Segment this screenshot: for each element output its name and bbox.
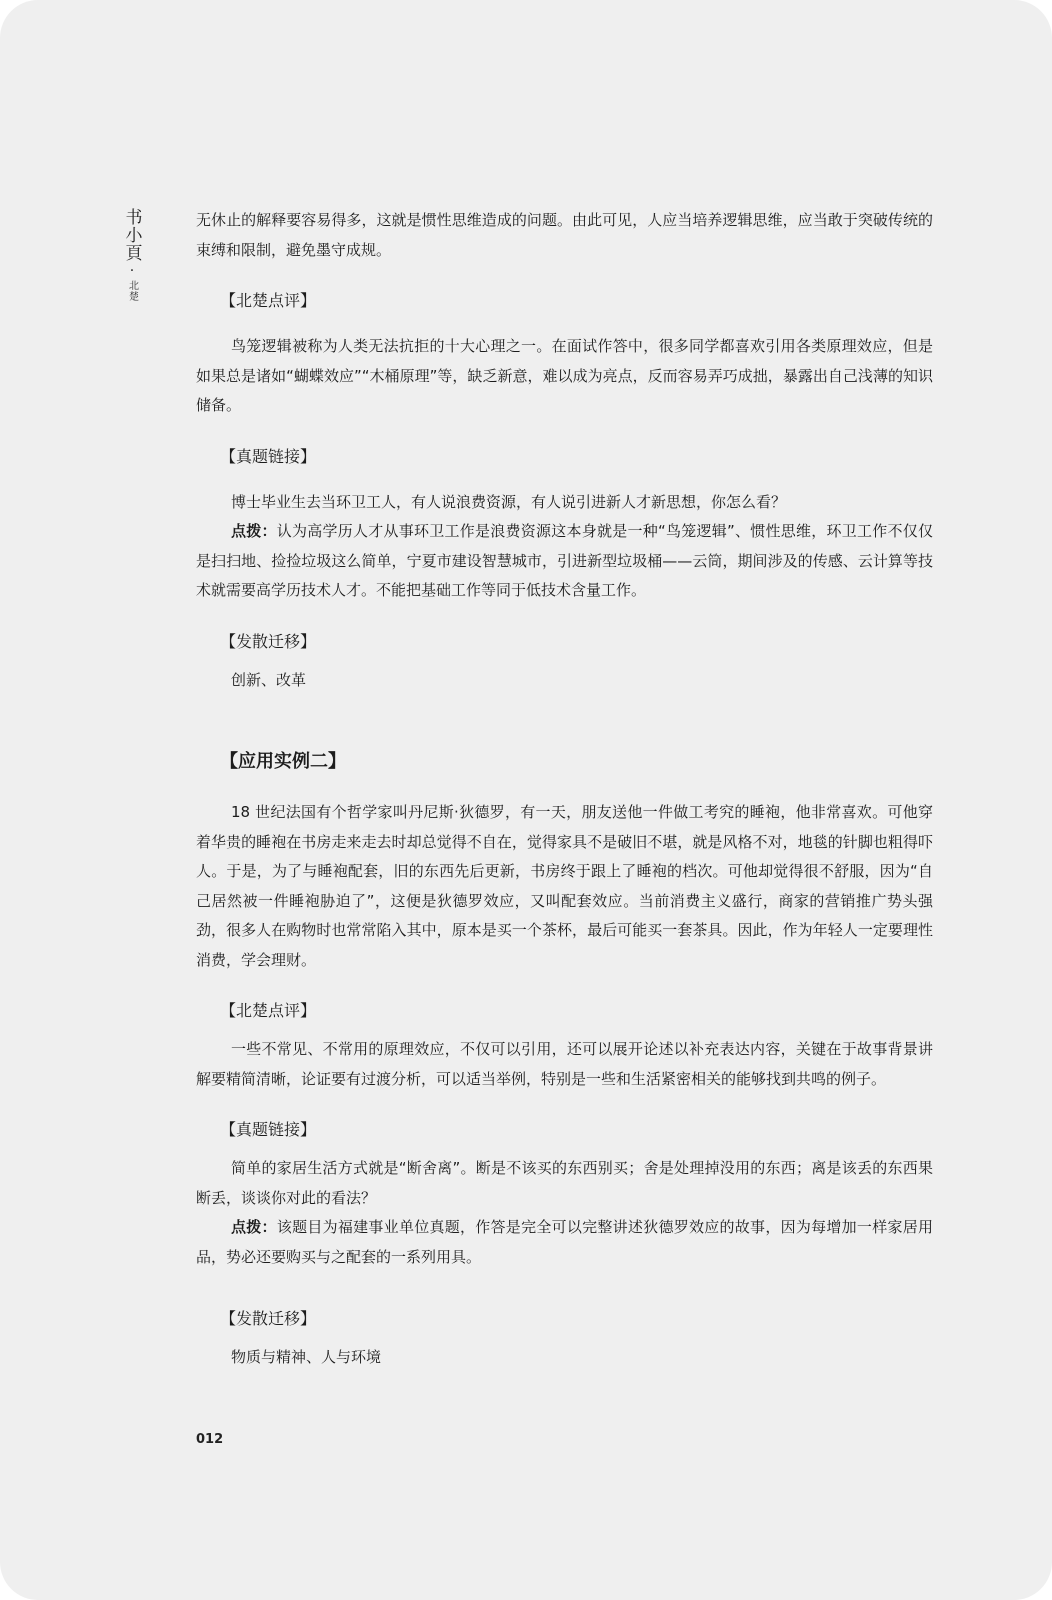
question-text-1: 博士毕业生去当环卫工人，有人说浪费资源，有人说引进新人才新思想，你怎么看？ [231,492,787,511]
hint-label-1: 点拨： [231,522,277,540]
transfer-text-2: 物质与精神、人与环境 [231,1348,382,1366]
comment-label-2: 【北楚点评】 [220,1001,317,1020]
logo-author: 北楚 [126,280,138,302]
comment-text-1: 鸟笼逻辑被称为人类无法抗拒的十大心理之一。在面试作答中，很多同学都喜欢引用各类原理效应，但是如果总是诸如“蝴蝶效应”“木桶原理”等，缺乏新意，难以成为亮点，反而容易弄巧成拙，暴露出自己浅薄的知识储备。 [196,337,933,414]
hint-text-1: 认为高学历人才从事环卫工作是浪费资源这本身就是一种“鸟笼逻辑”、惯性思维，环卫工作不仅仅是扫扫地、捡捡垃圾这么简单，宁夏市建设智慧城市，引进新型垃圾桶——云筒，期间涉及的传感、云计算等技术就需要高学历技术人才。不能把基础工作等同于低技术含量工作。 [196,522,933,599]
transfer-label-1: 【发散迁移】 [220,631,317,651]
example-2-heading: 【应用实例二】 [220,751,346,772]
comment-label-1: 【北楚点评】 [220,291,317,310]
intro-paragraph: 无休止的解释要容易得多，这就是惯性思维造成的问题。由此可见，人应当培养逻辑思维，应当敢于突破传统的束缚和限制，避免墨守成规。 [196,211,933,259]
hint-label-2: 点拨： [231,1218,277,1236]
question-label-2: 【真题链接】 [220,1120,317,1139]
transfer-text-1: 创新、改革 [231,670,307,689]
hint-paragraph-1 [196,517,933,606]
logo-dot: · [129,263,135,279]
transfer-label-2: 【发散迁移】 [220,1309,317,1328]
hint-text-2: 该题目为福建事业单位真题，作答是完全可以完整讲述狄德罗效应的故事，因为每增加一样家居用品，势必还要购买与之配套的一系列用具。 [196,1218,933,1266]
hint-paragraph-2 [196,1213,933,1272]
page-number: 012 [196,1432,224,1447]
question-label-1: 【真题链接】 [220,446,317,466]
question-text-2: 简单的家居生活方式就是“断舍离”。断是不该买的东西别买；舍是处理掉没用的东西；离是该丢的东西果断丢，谈谈你对此的看法？ [196,1159,933,1207]
logo-title: 书小頁 [121,208,142,262]
book-logo [122,208,142,302]
comment-text-2: 一些不常见、不常用的原理效应，不仅可以引用，还可以展开论述以补充表达内容，关键在于故事背景讲解要精简清晰，论证要有过渡分析，可以适当举例，特别是一些和生活紧密相关的能够找到共鸣的例子。 [196,1040,933,1088]
main-content [196,206,933,1373]
example-2-body: 18 世纪法国有个哲学家叫丹尼斯·狄德罗，有一天，朋友送他一件做工考究的睡袍，他非常喜欢。可他穿着华贵的睡袍在书房走来走去时却总觉得不自在，觉得家具不是破旧不堪，就是风格不对，地毯的针脚也粗得吓人。于是，为了与睡袍配套，旧的东西先后更新，书房终于跟上了睡袍的档次。可他却觉得很不舒服，因为“自己居然被一件睡袍胁迫了”，这便是狄德罗效应，又叫配套效应。当前消费主义盛行，商家的营销推广势头强劲，很多人在购物时也常常陷入其中，原本是买一个茶杯，最后可能买一套茶具。因此，作为年轻人一定要理性消费，学会理财。 [196,803,933,969]
